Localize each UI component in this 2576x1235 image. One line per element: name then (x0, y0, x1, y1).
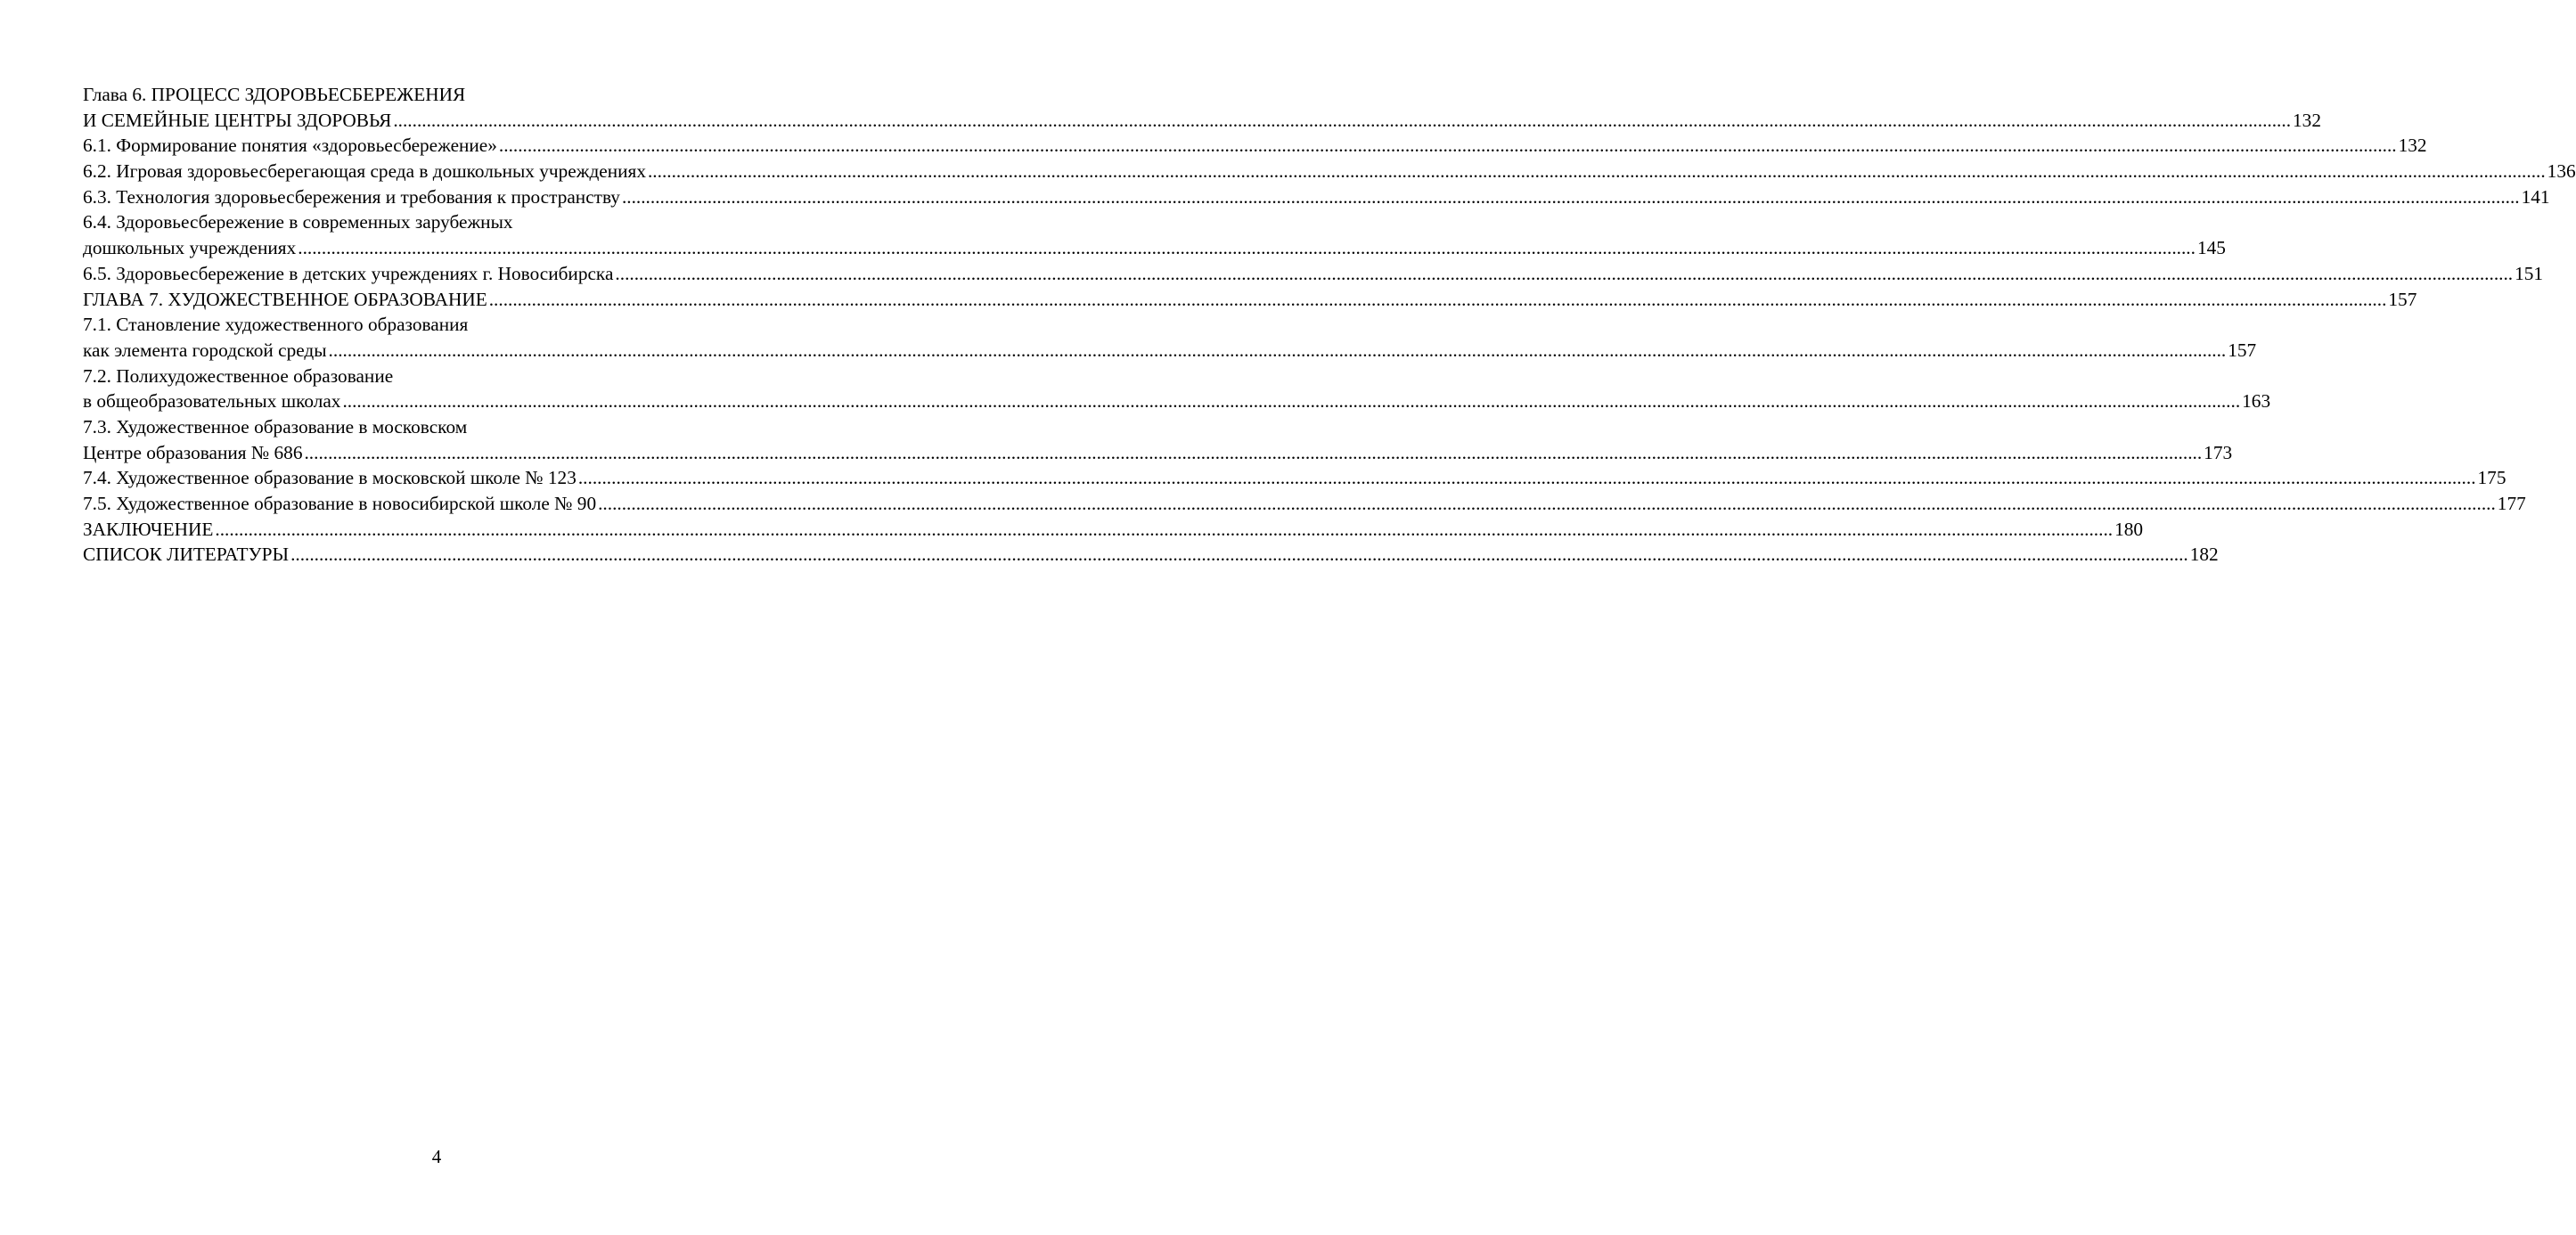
toc-entry-line (83, 364, 748, 389)
toc-entry-last-line (83, 491, 2526, 517)
toc-entry-title: 7.1. Становление художественного образования (83, 314, 469, 336)
toc-entry (83, 133, 2427, 159)
toc-entry (83, 312, 2257, 363)
toc-entry-last-line (83, 235, 2226, 261)
toc-entry-title: как элемента городской среды (83, 339, 327, 361)
toc-entry-page: 141 (2521, 185, 2550, 208)
toc-entry-last-line (83, 184, 2550, 210)
toc-entry-line (83, 209, 748, 235)
toc-entry-page: 163 (2242, 390, 2271, 413)
toc-entry-line (83, 82, 748, 108)
dot-leader: ................................................................................................................................................................................................................................................................................................................................................................................................................ (304, 441, 2203, 463)
table-of-contents (83, 82, 2576, 568)
dot-leader: ................................................................................................................................................................................................................................................................................................................................................................................................................ (488, 288, 2387, 310)
toc-entry-page: 136 (2547, 160, 2576, 183)
toc-entry-page: 145 (2196, 237, 2226, 259)
toc-entry (83, 491, 2526, 517)
dot-leader: ................................................................................................................................................................................................................................................................................................................................................................................................................ (215, 518, 2114, 540)
dot-leader: ................................................................................................................................................................................................................................................................................................................................................................................................................ (342, 390, 2241, 413)
toc-entry-title: СПИСОК ЛИТЕРАТУРЫ (83, 544, 290, 566)
toc-entry-title: ЗАКЛЮЧЕНИЕ (83, 518, 214, 540)
toc-entry-last-line (83, 338, 2257, 364)
toc-entry (83, 287, 2417, 313)
toc-entry (83, 82, 2321, 133)
dot-leader: ................................................................................................................................................................................................................................................................................................................................................................................................................ (598, 493, 2496, 514)
dot-leader: ................................................................................................................................................................................................................................................................................................................................................................................................................ (577, 467, 2476, 489)
toc-entry-title: 7.3. Художественное образование в московском (83, 415, 468, 438)
toc-entry-title: 7.2. Полихудожественное образование (83, 364, 394, 387)
toc-entry-last-line (83, 388, 2271, 414)
toc-entry-last-line (83, 465, 2506, 491)
toc-entry-page: 157 (2388, 288, 2417, 310)
dot-leader: ................................................................................................................................................................................................................................................................................................................................................................................................................ (328, 339, 2227, 361)
toc-entry-title: 6.3. Технология здоровьесбережения и требования к пространству (83, 185, 620, 208)
dot-leader: ................................................................................................................................................................................................................................................................................................................................................................................................................ (647, 160, 2546, 183)
dot-leader: ................................................................................................................................................................................................................................................................................................................................................................................................................ (298, 237, 2196, 259)
toc-entry (83, 414, 2233, 465)
toc-entry-title: Глава 6. ПРОЦЕСС ЗДОРОВЬЕСБЕРЕЖЕНИЯ (83, 84, 466, 105)
toc-entry-last-line (83, 133, 2427, 159)
toc-entry (83, 184, 2550, 210)
toc-entry-last-line (83, 542, 2219, 568)
toc-entry-title: дошкольных учреждениях (83, 237, 297, 259)
dot-leader: ................................................................................................................................................................................................................................................................................................................................................................................................................ (393, 109, 2292, 131)
toc-entry-page: 157 (2228, 339, 2257, 361)
toc-entry (83, 261, 2544, 287)
dot-leader: ................................................................................................................................................................................................................................................................................................................................................................................................................ (498, 135, 2397, 157)
toc-entry (83, 159, 2576, 184)
toc-entry-page: 132 (2293, 109, 2321, 131)
toc-entry-page: 182 (2189, 544, 2219, 566)
toc-entry-page: 173 (2204, 441, 2233, 463)
toc-entry-last-line (83, 159, 2576, 184)
toc-entry-page: 180 (2114, 518, 2144, 540)
toc-entry-title: 6.4. Здоровьесбережение в современных зарубежных (83, 211, 513, 233)
toc-entry-page: 151 (2515, 262, 2544, 284)
toc-entry-title: в общеобразовательных школах (83, 390, 341, 413)
toc-entry-line (83, 414, 748, 440)
toc-entry-page: 132 (2398, 135, 2427, 157)
toc-entry (83, 209, 2226, 260)
toc-entry (83, 542, 2219, 568)
toc-entry-title: 6.1. Формирование понятия «здоровьесбережение» (83, 135, 497, 157)
toc-entry-title: 7.4. Художественное образование в московской школе № 123 (83, 467, 577, 489)
dot-leader: ................................................................................................................................................................................................................................................................................................................................................................................................................ (290, 544, 2188, 566)
toc-entry-title: 7.5. Художественное образование в новосибирской школе № 90 (83, 493, 597, 514)
page-number: 4 (431, 1146, 442, 1167)
toc-entry-title: ГЛАВА 7. ХУДОЖЕСТВЕННОЕ ОБРАЗОВАНИЕ (83, 288, 487, 310)
toc-entry-last-line (83, 517, 2144, 543)
toc-entry-title: И СЕМЕЙНЫЕ ЦЕНТРЫ ЗДОРОВЬЯ (83, 109, 392, 131)
toc-entry-last-line (83, 261, 2544, 287)
toc-entry-title: 6.5. Здоровьесбережение в детских учреждениях г. Новосибирска (83, 262, 614, 284)
toc-entry-page: 177 (2497, 493, 2526, 514)
dot-leader: ................................................................................................................................................................................................................................................................................................................................................................................................................ (615, 262, 2514, 284)
toc-entry-title: 6.2. Игровая здоровьесберегающая среда в дошкольных учреждениях (83, 160, 646, 183)
toc-entry-page: 175 (2477, 467, 2506, 489)
toc-entry (83, 517, 2144, 543)
toc-entry-last-line (83, 440, 2233, 466)
toc-entry (83, 364, 2271, 414)
dot-leader: ................................................................................................................................................................................................................................................................................................................................................................................................................ (621, 185, 2520, 208)
toc-entry-line (83, 312, 748, 338)
toc-entry-title: Центре образования № 686 (83, 441, 303, 463)
toc-entry (83, 465, 2506, 491)
toc-entry-last-line (83, 287, 2417, 313)
toc-entry-last-line (83, 108, 2321, 134)
